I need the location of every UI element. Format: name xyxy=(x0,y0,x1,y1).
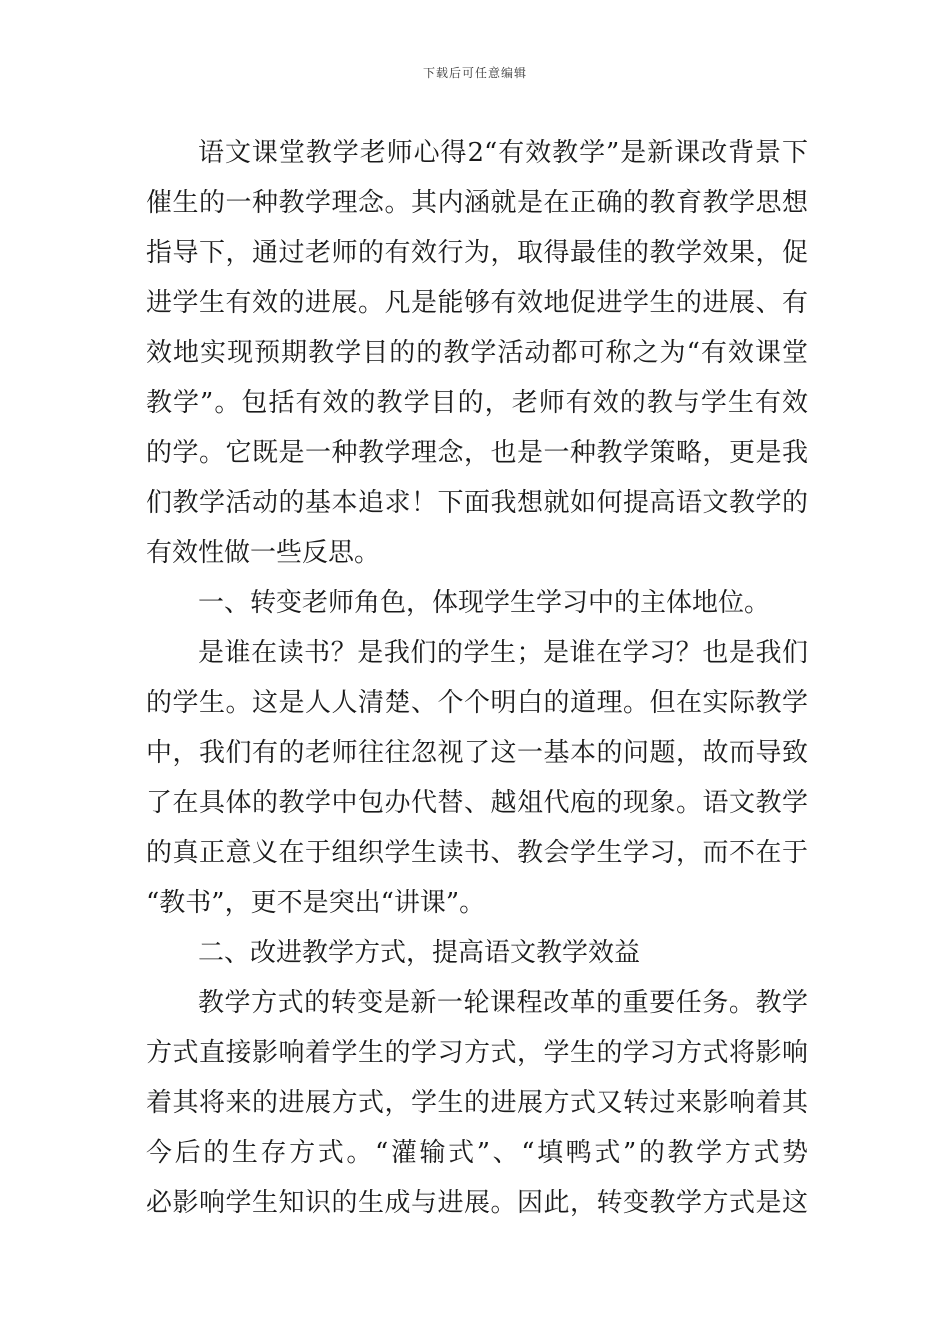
paragraph-line: 的学生。这是人人清楚、个个明白的道理。但在实际教学 xyxy=(146,688,808,718)
paragraph-line: 的学。它既是一种教学理念，也是一种教学策略，更是我 xyxy=(146,438,808,468)
document-body xyxy=(146,128,808,1228)
paragraph-line: 方式直接影响着学生的学习方式，学生的学习方式将影响 xyxy=(146,1038,808,1068)
paragraph-line: 着其将来的进展方式，学生的进展方式又转过来影响着其 xyxy=(146,1088,808,1118)
paragraph-line: 效地实现预期教学目的的教学活动都可称之为“有效课堂 xyxy=(146,338,808,368)
paragraph-line: 今后的生存方式。“灌输式”、“填鸭式”的教学方式势 xyxy=(146,1138,808,1168)
paragraph-line: 中，我们有的老师往往忽视了这一基本的问题，故而导致 xyxy=(146,738,808,768)
paragraph-line: 的真正意义在于组织学生读书、教会学生学习，而不在于 xyxy=(146,838,808,868)
section-heading: 一、转变老师角色，体现学生学习中的主体地位。 xyxy=(198,588,771,618)
paragraph-line: 进学生有效的进展。凡是能够有效地促进学生的进展、有 xyxy=(146,288,808,318)
paragraph-line: 必影响学生知识的生成与进展。因此，转变教学方式是这 xyxy=(146,1188,808,1218)
paragraph-line: 是谁在读书？是我们的学生；是谁在学习？也是我们 xyxy=(198,638,808,668)
paragraph-line: 教学”。包括有效的教学目的，老师有效的教与学生有效 xyxy=(146,388,808,418)
paragraph-line: 有效性做一些反思。 xyxy=(146,538,381,568)
page-header: 下载后可任意编辑 xyxy=(422,66,527,80)
paragraph-line: “教书”，更不是突出“讲课”。 xyxy=(146,888,486,918)
paragraph-line: 了在具体的教学中包办代替、越俎代庖的现象。语文教学 xyxy=(146,788,808,818)
paragraph-line: 指导下，通过老师的有效行为，取得最佳的教学效果，促 xyxy=(146,238,808,268)
paragraph-line: 催生的一种教学理念。其内涵就是在正确的教育教学思想 xyxy=(146,188,808,218)
paragraph-line: 们教学活动的基本追求！下面我想就如何提高语文教学的 xyxy=(146,488,808,518)
paragraph-line: 语文课堂教学老师心得2“有效教学”是新课改背景下 xyxy=(198,138,808,168)
section-heading: 二、改进教学方式，提高语文教学效益 xyxy=(198,938,641,968)
paragraph-line: 教学方式的转变是新一轮课程改革的重要任务。教学 xyxy=(198,988,808,1018)
